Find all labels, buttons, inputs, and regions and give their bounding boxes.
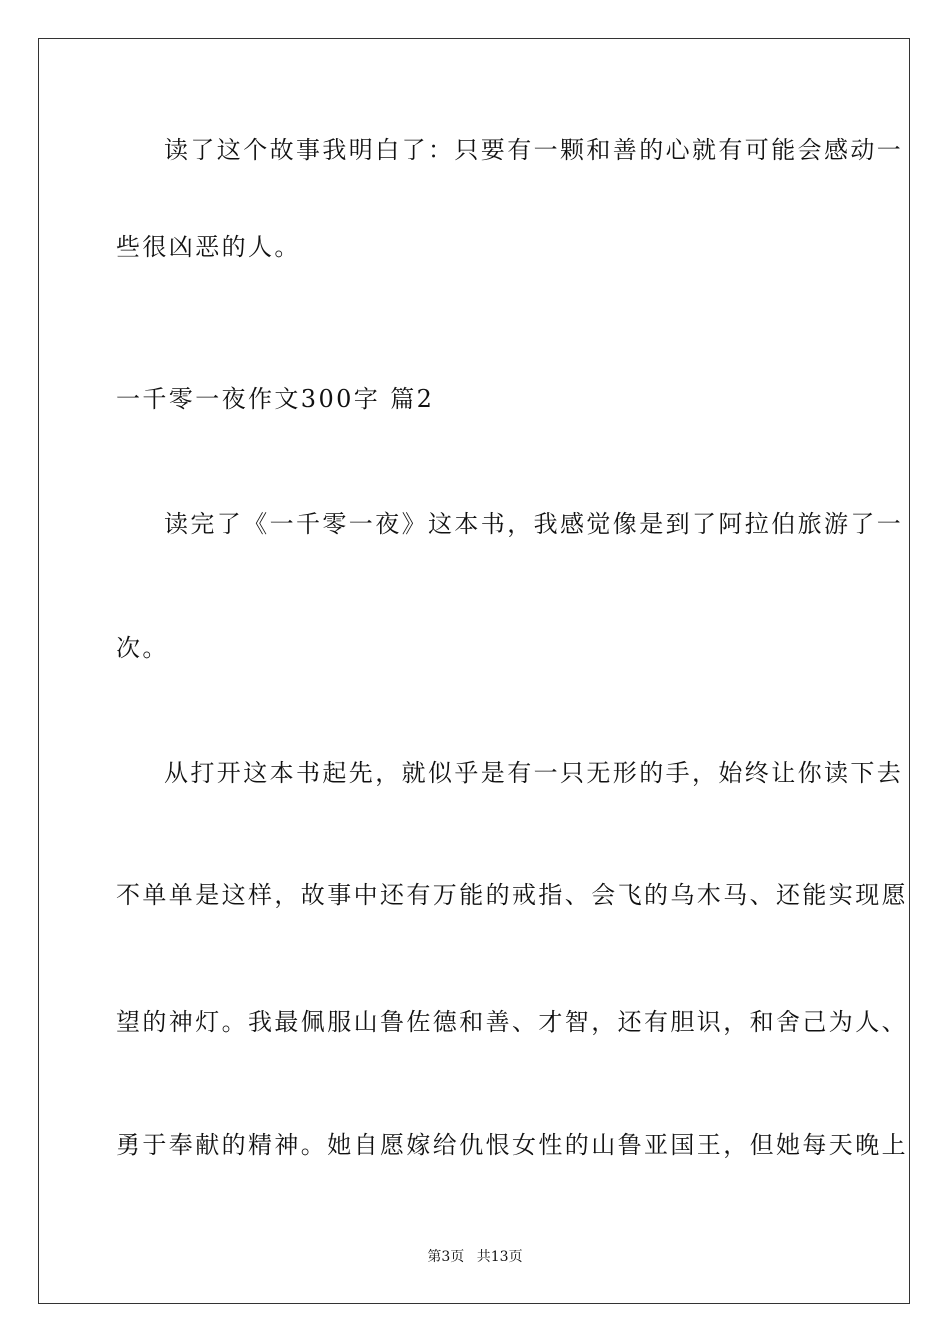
paragraph-line: 读了这个故事我明白了：只要有一颗和善的心就有可能会感动一 [164,136,904,164]
page-number: 第3页 [427,1249,465,1265]
section-heading: 一千零一夜作文300字 篇2 [116,385,435,413]
page-border [38,38,910,1304]
paragraph-line: 些很凶恶的人。 [116,233,301,261]
paragraph-line: 读完了《一千零一夜》这本书，我感觉像是到了阿拉伯旅游了一 [164,510,904,538]
paragraph-line: 不单单是这样，故事中还有万能的戒指、会飞的乌木马、还能实现愿 [116,881,908,909]
paragraph-line: 勇于奉献的精神。她自愿嫁给仇恨女性的山鲁亚国王，但她每天晚上 [116,1131,908,1159]
paragraph-line: 望的神灯。我最佩服山鲁佐德和善、才智，还有胆识，和舍己为人、 [116,1008,908,1036]
paragraph-line: 次。 [116,634,169,662]
page-total: 共13页 [476,1249,523,1265]
page-footer [0,1246,950,1266]
paragraph-line: 从打开这本书起先，就似乎是有一只无形的手，始终让你读下去 [164,759,904,787]
